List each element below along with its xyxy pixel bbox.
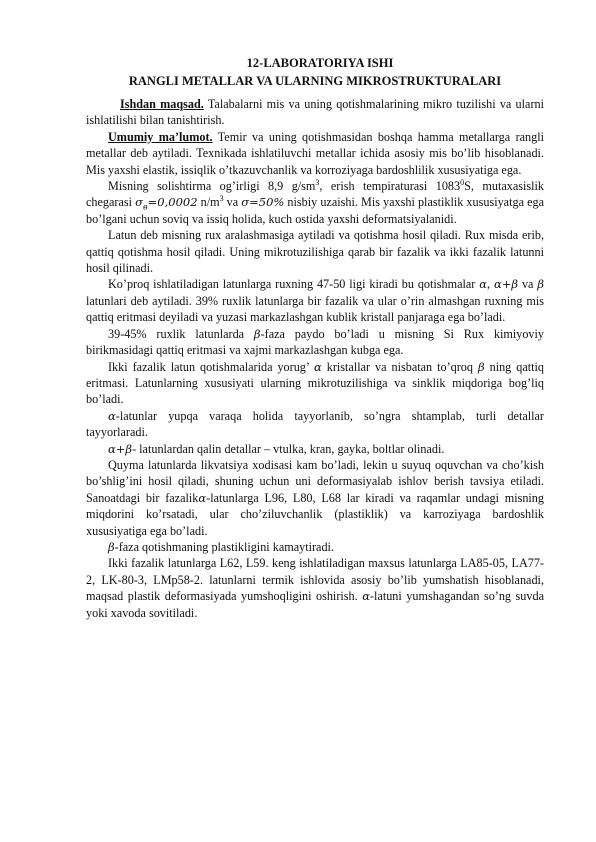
alpha-beta-symbol: α+β	[494, 277, 519, 292]
general-info-paragraph	[86, 129, 544, 178]
sigma-symbol: σ	[135, 195, 143, 210]
goal-paragraph	[86, 96, 544, 129]
zinc-text-b: ,	[487, 277, 494, 292]
sigma-value: =0,0002	[147, 195, 198, 210]
beta-phase-text-b: -faza paydo bo’ladi u misning Si Rux kimiyoviy birikmasidagi qattiq eritmasi va xajmi markazlashgan kubga ega.	[86, 326, 544, 358]
alpha-symbol: α	[108, 408, 116, 423]
beta-phase-paragraph	[86, 326, 544, 359]
two-phase-text-c: ning qattiq eritmasi. Latunlarning xususiyati ularning mikrotuzilishiga va sinklik miqdoriga bog’liq bo’ladi.	[86, 359, 544, 407]
alpha-symbol: α	[198, 490, 207, 505]
unit-superscript: 3	[219, 194, 224, 204]
two-phase-brass-paragraph	[86, 359, 544, 408]
heat-treatment-text-a: Ikki fazalik latunlarga L62, L59. keng ishlatiladigan maxsus latunlarga LA85-05, LA77-2, LK-80-3, LMp58-2. latunlarni termik ishlovida asosiy bo’lib yumshatish hisoblanadi, maqsad plastik deformasiyada yumshoqligini oshirish.	[86, 556, 544, 604]
beta-phase-text-a: 39-45% ruxlik latunlarda	[108, 326, 254, 341]
beta-symbol: β	[477, 359, 485, 374]
general-info-text: Temir va uning qotishmasidan boshqa hamma metallarga rangli metallar deb aytiladi. Texnikada ishlatiluvchi metallar ichida asosiy mis bo’lib hisoblanadi. Mis yaxshi elastik, issiqlik o’tkazuvchanlik va korroziyaga bardoshlilik xususiyatiga ega.	[86, 129, 544, 177]
lab-title-heading: RANGLI METALLAR VA ULARNING MIKROSTRUKTURALARI	[128, 74, 502, 88]
cast-brass-text-b: -latunlarga L96, L80, L68 lar kiradi va raqamlar undagi misning miqdorini ko’rsatadi, ular cho’ziluvchanlik (plastiklik) va karroziyaga bardoshlik xususiyatiga ega bo’ladi.	[86, 490, 544, 538]
alpha-symbol: α	[362, 589, 370, 604]
alpha-beta-symbol: α+β	[108, 441, 133, 456]
zinc-content-paragraph	[86, 276, 544, 325]
brass-definition-paragraph: Latun deb misning rux aralashmasiga aytiladi va qotishma hosil qiladi. Rux misda erib, qattiq qotishma hosil qiladi. Uning mikrotuzilishiga qarab bir fazalik va ikki fazalik latunni hosil qilinadi.	[86, 228, 544, 276]
copper-text-b: , erish tempiraturasi 1083	[319, 179, 461, 194]
alpha-beta-brass-text: - latunlardan qalin detallar – vtulka, kran, gayka, boltlar olinadi.	[132, 441, 445, 456]
lab-number-heading: 12-LABORATORIYA ISHI	[246, 56, 394, 70]
copper-text-f: nisbiy uzaishi. Mis yaxshi plastiklik xususiyatga ega bo’lgani uchun soviq va issiq holida, kuch ostida yaxshi deformatsiyalanidi.	[86, 195, 544, 226]
general-info-label: Umumiy ma’lumot.	[108, 129, 213, 144]
elongation-formula: σ=50%	[241, 195, 285, 210]
beta-plasticity-paragraph	[86, 539, 544, 555]
cube-superscript: 3	[315, 177, 320, 187]
two-phase-text-a: Ikki fazalik latun qotishmalarida yorug’	[108, 359, 315, 374]
beta-plasticity-text: -faza qotishmaning plastikligini kamaytiradi.	[114, 539, 334, 554]
beta-symbol: β	[108, 539, 115, 554]
heat-treatment-text-b: -latuni yumshagandan so’ng suvda yoki xavoda sovitiladi.	[86, 589, 544, 620]
alpha-brass-paragraph	[86, 408, 544, 441]
goal-label: Ishdan maqsad.	[120, 97, 204, 111]
cast-brass-text-a: Quyma latunlarda likvatsiya xodisasi kam bo’ladi, lekin u suyuq oquvchan va cho’kish bo’shlig’ini hosil qiladi, shuning uchun uni deformasiyalab ishlov berish tavsiya etiladi. Sanoatdagi bir fazalik	[86, 457, 544, 505]
copper-text-d: n/m	[197, 195, 220, 210]
cast-brass-paragraph	[86, 457, 544, 539]
zinc-text-d: latunlari deb aytiladi. 39% ruxlik latunlarga bir fazalik va ular o’rin almashgan ruxning mis qattiq eritmasi deyiladi va yuzasi markazlashgan kublik kristall panjaraga ega bo’ladi.	[86, 293, 544, 325]
alpha-beta-brass-paragraph	[86, 441, 544, 457]
copper-properties-paragraph	[86, 178, 544, 227]
degree-superscript: 0	[460, 177, 465, 187]
zinc-text-c: va	[518, 277, 538, 292]
heat-treatment-paragraph	[86, 555, 544, 621]
two-phase-text-b: kristallar va nisbatan to’qroq	[321, 359, 478, 374]
beta-symbol: β	[537, 277, 545, 292]
goal-text: Talabalarni mis va uning qotishmalarining mikro tuzilishi va ularni ishlatilishi bilan tanishtirish.	[86, 97, 544, 128]
sigma-subscript: в	[142, 202, 148, 212]
yield-limit-formula	[135, 195, 198, 212]
copper-text-e: va	[223, 195, 242, 210]
alpha-symbol: α	[314, 359, 322, 374]
copper-text-a: Misning solishtirma og’irligi 8,9 g/sm	[108, 179, 316, 194]
copper-text-c: S, mutaxasislik chegarasi	[86, 179, 544, 210]
alpha-symbol: α	[479, 277, 488, 292]
beta-symbol: β	[253, 326, 261, 341]
alpha-brass-text: -latunlar yupqa varaqa holida tayyorlanib, so’ngra shtamplab, turli detallar tayyorlaradi.	[86, 408, 544, 440]
zinc-text-a: Ko’proq ishlatiladigan latunlarga ruxning 47-50 ligi kiradi bu qotishmalar	[108, 277, 480, 292]
